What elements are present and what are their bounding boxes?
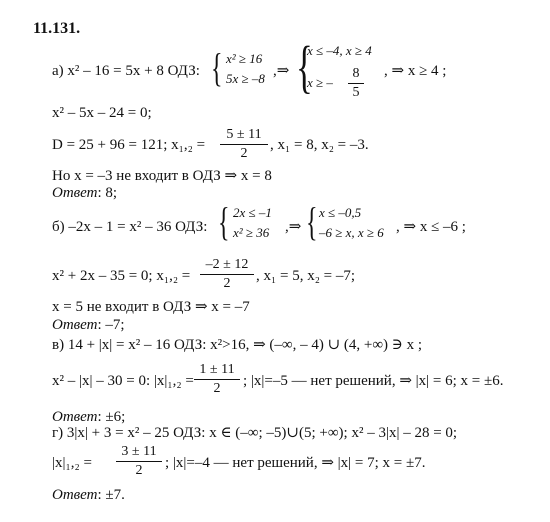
- part-a-system1-row2: 5x ≥ –8: [226, 71, 265, 86]
- part-g-answer: [52, 486, 125, 504]
- part-g-roots: ; |x|=–4 — нет решений, ⇒ |x| = 7; x = ±7.: [165, 455, 426, 471]
- part-b-system1-row1: 2x ≤ –1: [233, 205, 272, 220]
- part-a-result: , ⇒ x ≥ 4 ;: [384, 63, 447, 79]
- part-b-result: , ⇒ x ≤ –6 ;: [396, 219, 466, 235]
- part-v-roots: ; |x|=–5 — нет решений, ⇒ |x| = 6; x = ±6.: [243, 373, 504, 389]
- part-a-discriminant: D = 25 + 96 = 121; x₁,₂ =: [52, 137, 206, 153]
- problem-number: 11.131.: [33, 20, 81, 37]
- answer-value: : ±6;: [97, 409, 126, 425]
- answer-label: Ответ: [52, 317, 98, 333]
- part-a-fraction: [348, 66, 364, 101]
- part-v-quadratic: x² – |x| – 30 = 0: |x|₁,₂ =: [52, 373, 194, 389]
- part-b-roots: , x₁ = 5, x₂ = –7;: [256, 268, 356, 284]
- fraction-denominator: 2: [223, 276, 231, 291]
- part-b-system1-row2: x² ≥ 36: [233, 225, 270, 240]
- part-a-system2-row2: x ≥ –: [307, 75, 333, 90]
- system-brace: {: [306, 199, 318, 244]
- part-b-system2-row2: –6 ≥ x, x ≥ 6: [319, 225, 384, 240]
- fraction-denominator: 2: [213, 381, 221, 396]
- part-a-answer: [52, 184, 117, 202]
- part-b-equation: б) –2x – 1 = x² – 36 ОДЗ:: [52, 219, 208, 235]
- answer-value: : ±7.: [97, 487, 125, 503]
- part-a-system2-row1: x ≤ –4, x ≥ 4: [307, 43, 372, 58]
- part-a-system1-row1: x² ≥ 16: [226, 51, 263, 66]
- part-g-roots-fraction: [116, 444, 162, 479]
- fraction-numerator: 1 ± 11: [199, 362, 235, 377]
- fraction-denominator: 2: [240, 146, 248, 161]
- answer-value: : 8;: [97, 185, 118, 201]
- part-g-abs-roots: |x|₁,₂ =: [52, 455, 92, 471]
- part-a-quadratic: x² – 5x – 24 = 0;: [52, 105, 152, 121]
- part-b-roots-fraction: [200, 257, 254, 292]
- part-g-equation: г) 3|x| + 3 = x² – 25 ОДЗ: x ∈ (–∞; –5)∪(5; +∞); x² – 3|x| – 28 = 0;: [52, 425, 458, 441]
- fraction-denominator: 5: [352, 85, 360, 100]
- part-a-conclusion: Но x = –3 не входит в ОДЗ ⇒ x = 8: [52, 168, 272, 184]
- fraction-bar: [194, 379, 240, 380]
- fraction-denominator: 2: [135, 463, 143, 478]
- implies-arrow: ,⇒: [273, 63, 290, 79]
- system-brace: {: [218, 199, 230, 244]
- part-b-answer: [52, 316, 125, 334]
- part-a-roots: , x₁ = 8, x₂ = –3.: [270, 137, 369, 153]
- fraction-numerator: –2 ± 12: [205, 257, 249, 272]
- part-v-equation: в) 14 + |x| = x² – 16 ОДЗ: x²>16, ⇒ (–∞, – 4) ∪ (4, +∞) ∋ x ;: [52, 337, 423, 353]
- part-a-equation: а) x² – 16 = 5x + 8 ОДЗ:: [52, 63, 200, 79]
- fraction-numerator: 3 ± 11: [121, 444, 157, 459]
- fraction-bar: [200, 274, 254, 275]
- part-b-conclusion: x = 5 не входит в ОДЗ ⇒ x = –7: [52, 299, 250, 315]
- part-a-roots-fraction: [220, 127, 268, 162]
- fraction-bar: [116, 461, 162, 462]
- part-b-system2-row1: x ≤ –0,5: [319, 205, 362, 220]
- implies-arrow: ,⇒: [285, 219, 302, 235]
- answer-label: Ответ: [52, 409, 98, 425]
- answer-label: Ответ: [52, 487, 98, 503]
- fraction-numerator: 8: [352, 66, 360, 81]
- fraction-numerator: 5 ± 11: [226, 127, 262, 142]
- system-brace: {: [211, 45, 223, 90]
- system-brace: {: [296, 34, 313, 99]
- fraction-bar: [348, 83, 364, 84]
- answer-label: Ответ: [52, 185, 98, 201]
- answer-value: : –7;: [97, 317, 125, 333]
- fraction-bar: [220, 144, 268, 145]
- part-b-quadratic: x² + 2x – 35 = 0; x₁,₂ =: [52, 268, 191, 284]
- part-v-roots-fraction: [194, 362, 240, 397]
